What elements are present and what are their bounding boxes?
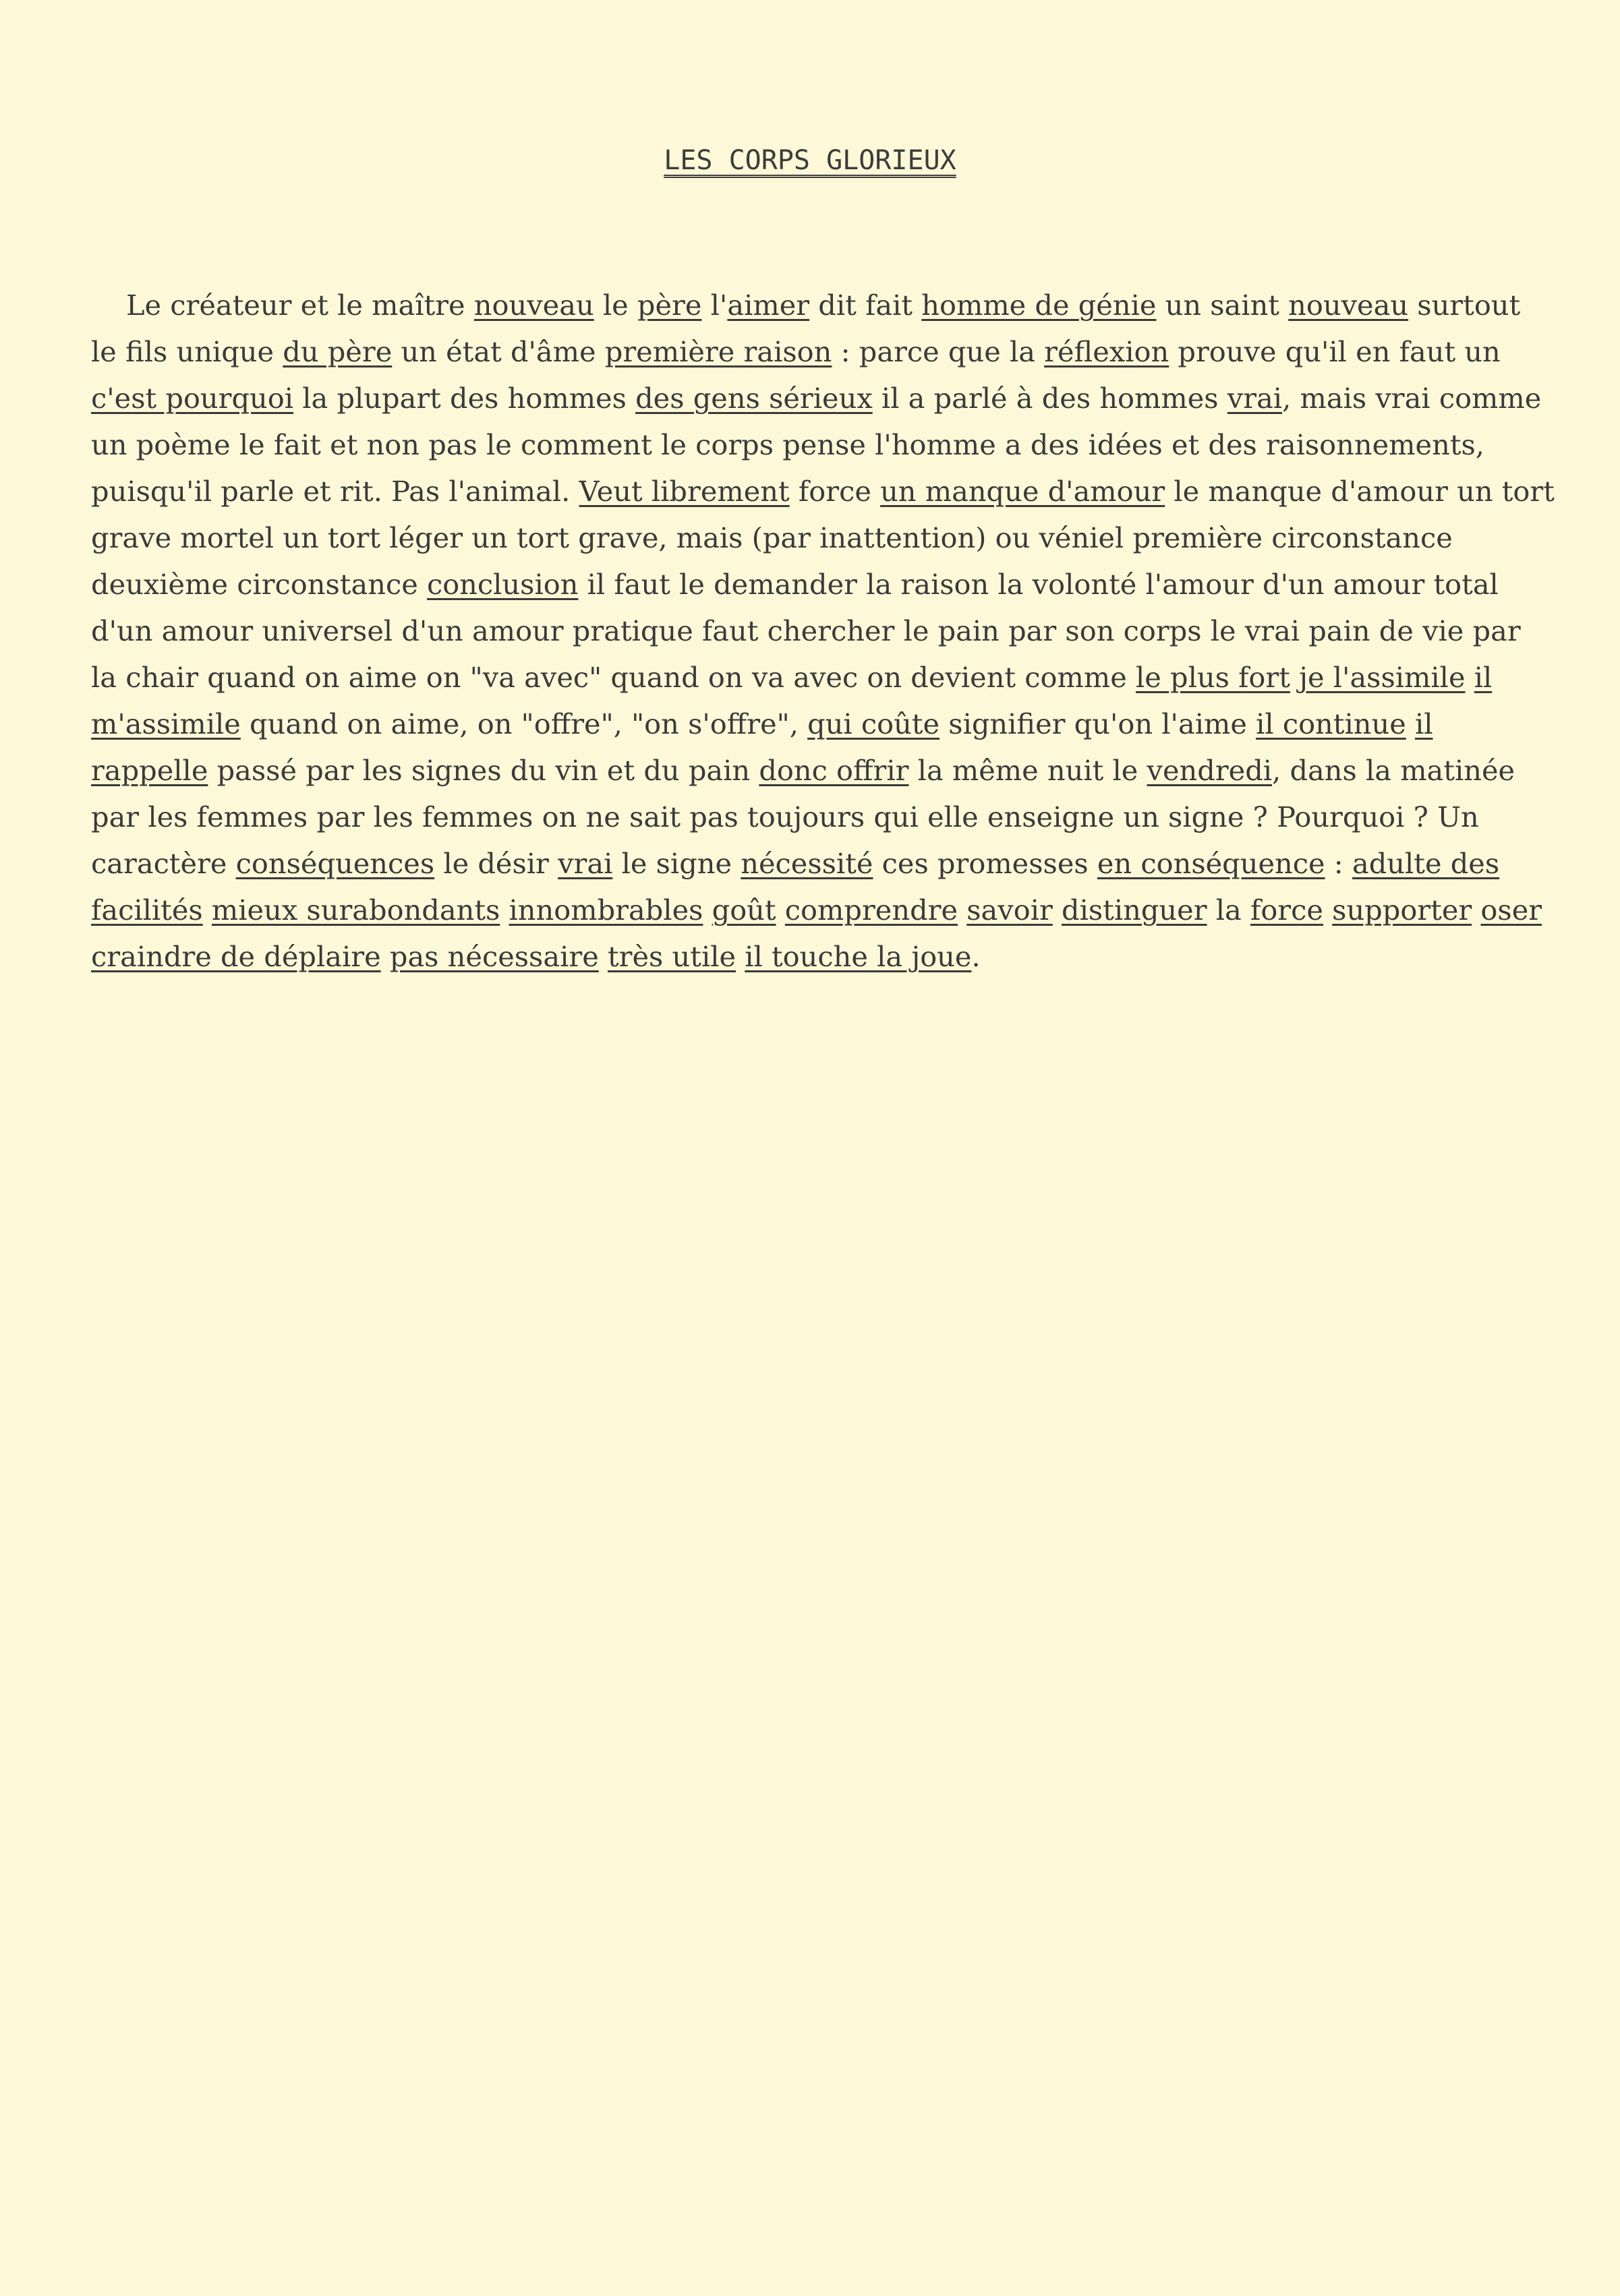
text-run: le xyxy=(594,289,637,322)
text-run xyxy=(736,940,745,973)
underlined-phrase: conséquences xyxy=(235,847,435,880)
text-run xyxy=(958,893,966,926)
text-run: dit fait xyxy=(809,289,922,322)
underlined-phrase: père xyxy=(637,289,702,322)
text-run xyxy=(599,940,608,973)
text-run: : xyxy=(1325,847,1352,880)
text-run: un état d'âme xyxy=(392,335,605,368)
underlined-phrase: vrai xyxy=(1227,382,1283,415)
text-run: surtout le fils unique xyxy=(91,289,1521,368)
text-run: quand on aime, on "offre", "on s'offre", xyxy=(240,707,808,740)
body-paragraph xyxy=(91,282,1555,980)
text-run: l' xyxy=(701,289,728,322)
text-run xyxy=(776,893,785,926)
underlined-phrase: savoir xyxy=(966,893,1053,926)
underlined-phrase: nouveau xyxy=(473,289,594,322)
text-run: signifier qu'on l'aime xyxy=(939,707,1256,740)
underlined-phrase: oser craindre de déplaire xyxy=(91,893,1542,973)
text-run: la même nuit le xyxy=(908,754,1147,787)
underlined-phrase: aimer xyxy=(727,289,810,322)
text-run xyxy=(1406,707,1415,740)
text-run: le signe xyxy=(612,847,741,880)
text-run xyxy=(203,893,212,926)
text-run xyxy=(500,893,509,926)
underlined-phrase: donc offrir xyxy=(759,754,909,787)
underlined-phrase: le plus fort xyxy=(1135,661,1290,694)
text-run: il faut le demander la raison la volonté l'amour d'un amour total d'un amour universel d'un amour pratique faut chercher le pain par son corps le vrai pain de vie par la chair quand on aime on "va avec" quand on va avec on devient comme xyxy=(91,568,1521,694)
text-run: , dans la matinée par les femmes par les femmes on ne sait pas toujours qui elle enseigne un signe ? Pourquoi ? Un caractère xyxy=(91,754,1515,880)
underlined-phrase: adulte des facilités xyxy=(91,847,1500,926)
text-run xyxy=(703,893,712,926)
text-run: : parce que la xyxy=(832,335,1045,368)
underlined-phrase: il continue xyxy=(1256,707,1406,740)
underlined-phrase: il m'assimile xyxy=(91,661,1493,740)
text-run: il a parlé à des hommes xyxy=(872,382,1227,415)
underlined-phrase: homme de génie xyxy=(921,289,1157,322)
text-run: un saint xyxy=(1156,289,1289,322)
underlined-phrase: vendredi xyxy=(1147,754,1273,787)
text-run: Le créateur et le maître xyxy=(126,289,474,322)
underlined-phrase: conclusion xyxy=(426,568,579,601)
underlined-phrase: en conséquence xyxy=(1097,847,1325,880)
underlined-phrase: distinguer xyxy=(1062,893,1207,926)
underlined-phrase: goût xyxy=(712,893,776,926)
text-run xyxy=(1053,893,1062,926)
text-run: la plupart des hommes xyxy=(293,382,636,415)
document-title xyxy=(0,145,1620,176)
underlined-phrase: force xyxy=(1250,893,1323,926)
underlined-phrase: supporter xyxy=(1332,893,1472,926)
text-run xyxy=(1290,661,1299,694)
text-run: le manque d'amour un tort grave mortel un tort léger un tort grave, mais (par inattention) ou véniel première circonstance deuxième circonstance xyxy=(91,475,1555,601)
underlined-phrase: pas nécessaire xyxy=(389,940,599,973)
underlined-phrase: qui coûte xyxy=(807,707,940,740)
underlined-phrase: il touche la joue xyxy=(745,940,972,973)
underlined-phrase: innombrables xyxy=(509,893,703,926)
text-run: la xyxy=(1207,893,1250,926)
underlined-phrase: je l'assimile xyxy=(1299,661,1466,694)
text-run: passé par les signes du vin et du pain xyxy=(208,754,759,787)
text-run: le désir xyxy=(434,847,558,880)
underlined-phrase: nécessité xyxy=(741,847,873,880)
text-run: force xyxy=(789,475,881,508)
underlined-phrase: des gens sérieux xyxy=(635,382,873,415)
underlined-phrase: très utile xyxy=(607,940,736,973)
underlined-phrase: vrai xyxy=(558,847,613,880)
text-run xyxy=(1323,893,1332,926)
underlined-phrase: mieux surabondants xyxy=(211,893,500,926)
text-run: ces promesses xyxy=(873,847,1097,880)
text-run: . xyxy=(971,940,981,973)
title-text: LES CORPS GLORIEUX xyxy=(664,145,956,176)
underlined-phrase: première raison xyxy=(604,335,832,368)
text-run: prouve qu'il en faut un xyxy=(1169,335,1501,368)
underlined-phrase: Veut librement xyxy=(579,475,790,508)
text-run xyxy=(381,940,390,973)
text-run xyxy=(1466,661,1474,694)
text-run xyxy=(1472,893,1480,926)
underlined-phrase: un manque d'amour xyxy=(880,475,1165,508)
underlined-phrase: comprendre xyxy=(784,893,958,926)
underlined-phrase: réflexion xyxy=(1044,335,1169,368)
underlined-phrase: nouveau xyxy=(1288,289,1409,322)
text-run: , mais vrai comme un poème le fait et non pas le comment le corps pense l'homme a des idées et des raisonnements, puisqu'il parle et rit. Pas l'animal. xyxy=(91,382,1542,508)
underlined-phrase: il rappelle xyxy=(91,707,1433,787)
underlined-phrase: c'est pourquoi xyxy=(91,382,294,415)
underlined-phrase: du père xyxy=(283,335,393,368)
